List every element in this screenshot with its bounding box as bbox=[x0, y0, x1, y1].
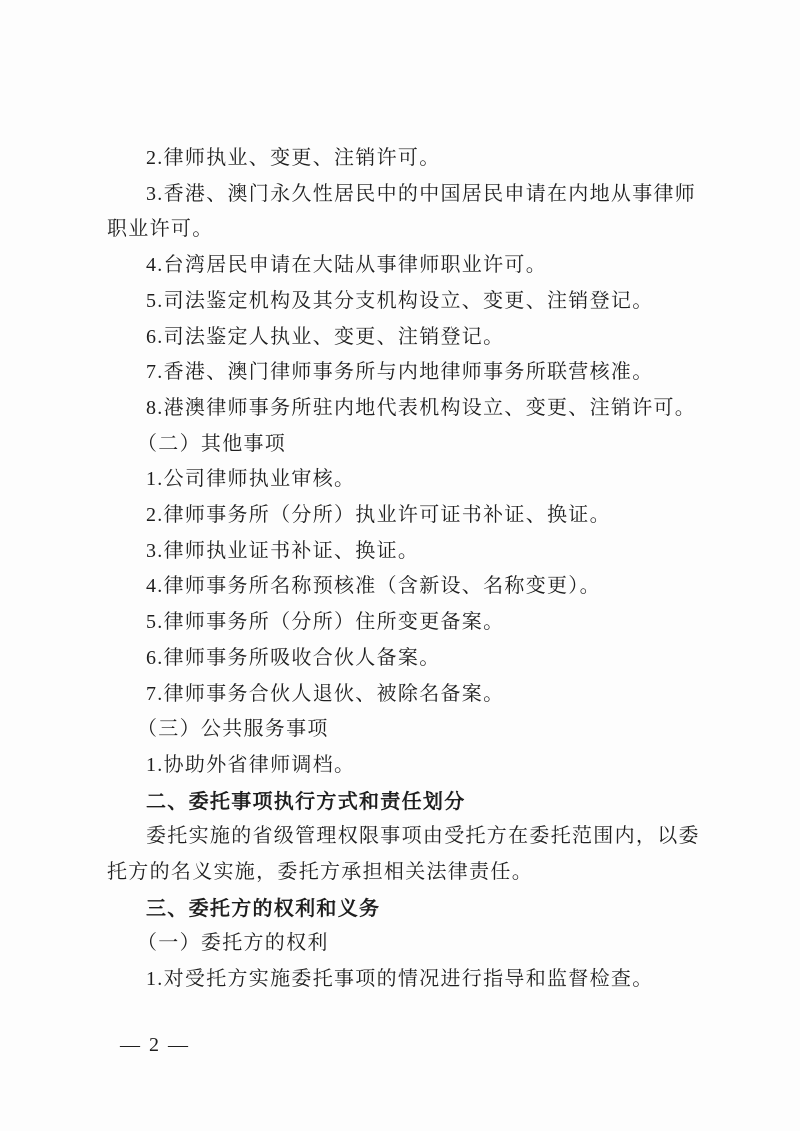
list-item: 3.香港、澳门永久性居民中的中国居民申请在内地从事律师职业许可。 bbox=[107, 182, 697, 241]
list-item: 7.香港、澳门律师事务所与内地律师事务所联营核准。 bbox=[146, 361, 654, 384]
list-item: 1.对受托方实施委托事项的情况进行指导和监督检查。 bbox=[146, 968, 654, 991]
list-item: 2.律师事务所（分所）执业许可证书补证、换证。 bbox=[146, 504, 611, 527]
subsection-heading: （三）公共服务事项 bbox=[137, 718, 329, 741]
list-item: 3.律师执业证书补证、换证。 bbox=[146, 539, 420, 562]
list-item: 5.司法鉴定机构及其分支机构设立、变更、注销登记。 bbox=[146, 289, 654, 312]
document-body bbox=[107, 141, 707, 998]
list-item: 2.律师执业、变更、注销许可。 bbox=[146, 147, 441, 169]
list-item: 1.公司律师执业审核。 bbox=[146, 468, 356, 491]
list-item: 8.港澳律师事务所驻内地代表机构设立、变更、注销许可。 bbox=[146, 396, 697, 419]
section-heading: 二、委托事项执行方式和责任划分 bbox=[146, 788, 466, 813]
list-item: 7.律师事务合伙人退伙、被除名备案。 bbox=[146, 682, 505, 705]
subsection-heading: （一）委托方的权利 bbox=[137, 932, 329, 955]
page-number: — 2 — bbox=[120, 1034, 190, 1056]
body-paragraph: 委托实施的省级管理权限事项由受托方在委托范围内，以委托方的名义实施，委托方承担相关法律责任。 bbox=[107, 825, 700, 884]
section-heading: 三、委托方的权利和义务 bbox=[146, 895, 381, 920]
list-item: 6.律师事务所吸收合伙人备案。 bbox=[146, 646, 441, 669]
subsection-heading: （二）其他事项 bbox=[137, 432, 287, 455]
list-item: 4.律师事务所名称预核准（含新设、名称变更）。 bbox=[146, 575, 601, 598]
list-item: 5.律师事务所（分所）住所变更备案。 bbox=[146, 611, 505, 634]
list-item: 1.协助外省律师调档。 bbox=[146, 753, 356, 776]
list-item: 4.台湾居民申请在大陆从事律师职业许可。 bbox=[146, 254, 547, 277]
list-item: 6.司法鉴定人执业、变更、注销登记。 bbox=[146, 325, 505, 348]
